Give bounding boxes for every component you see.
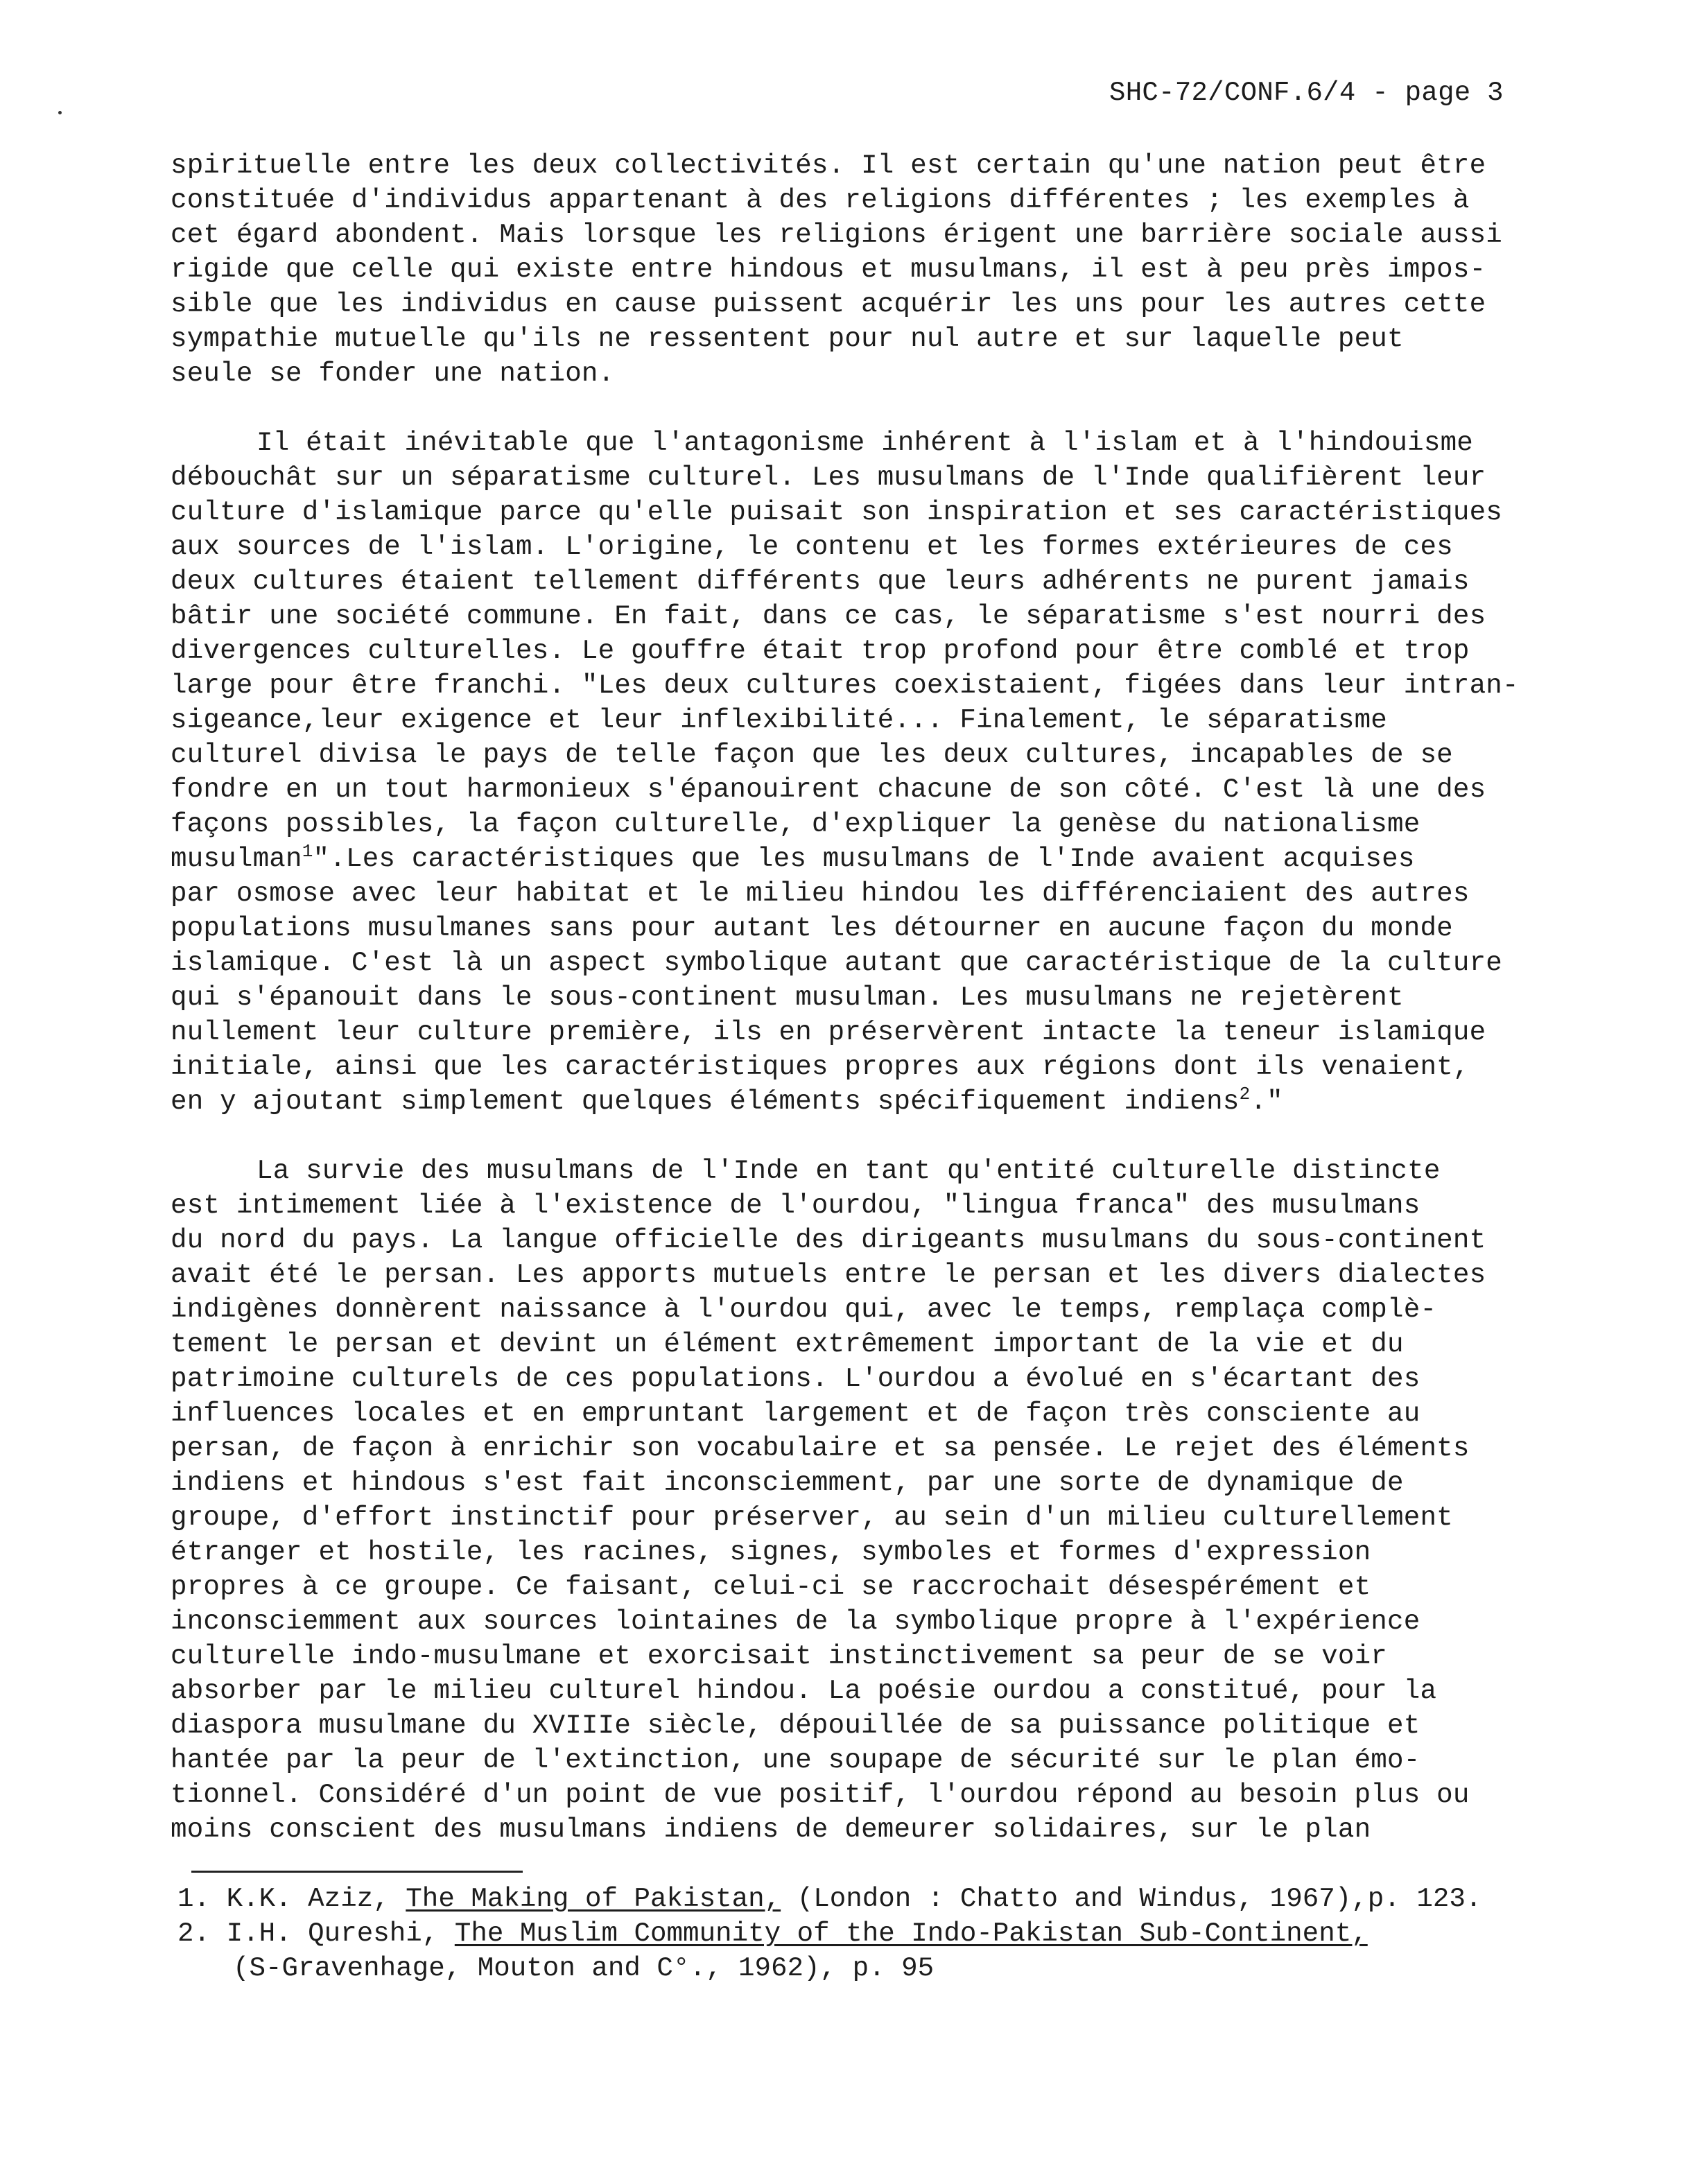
text-line: seule se fonder une nation. (171, 358, 615, 389)
text-line: tionnel. Considéré d'un point de vue positif, l'ourdou répond au besoin plus ou (171, 1779, 1470, 1810)
text-line: cet égard abondent. Mais lorsque les religions érigent une barrière sociale aussi (171, 219, 1503, 250)
text-line: Il était inévitable que l'antagonisme inhérent à l'islam et à l'hindouisme (257, 427, 1474, 458)
text-line: façons possibles, la façon culturelle, d'expliquer la genèse du nationalisme (171, 808, 1420, 840)
text-fragment: musulman (171, 843, 302, 874)
text-line (171, 1084, 1613, 1119)
text-line: bâtir une société commune. En fait, dans ce cas, le séparatisme s'est nourri des (171, 600, 1486, 632)
text-line: étranger et hostile, les racines, signes, symboles et formes d'expression (171, 1536, 1371, 1568)
text-line: deux cultures étaient tellement différents que leurs adhérents ne purent jamais (171, 566, 1470, 597)
text-line: divergences culturelles. Le gouffre était trop profond pour être comblé et trop (171, 635, 1470, 666)
text-line: débouchât sur un séparatisme culturel. Les musulmans de l'Inde qualifièrent leur (171, 462, 1486, 493)
text-line: aux sources de l'islam. L'origine, le contenu et les formes extérieures de ces (171, 531, 1453, 562)
page-header: SHC-72/CONF.6/4 - page 3 (1109, 78, 1504, 108)
text-line: large pour être franchi. "Les deux cultures coexistaient, figées dans leur intran- (171, 670, 1519, 701)
footnotes (177, 1882, 1619, 1986)
footnote-title: The Muslim Community of the Indo-Pakistan Sub-Continent, (454, 1918, 1368, 1949)
text-line: indiens et hindous s'est fait inconsciemment, par une sorte de dynamique de (171, 1467, 1404, 1498)
text-line: est intimement liée à l'existence de l'ourdou, "lingua franca" des musulmans (171, 1190, 1420, 1221)
text-line: spirituelle entre les deux collectivités. Il est certain qu'une nation peut être (171, 150, 1486, 181)
footnote-separator (191, 1871, 523, 1873)
paragraph-3 (171, 1154, 1613, 1847)
paragraph-1 (171, 148, 1613, 391)
text-line: influences locales et en empruntant largement et de façon très consciente au (171, 1398, 1420, 1429)
text-line: du nord du pays. La langue officielle des dirigeants musulmans du sous-continent (171, 1224, 1486, 1256)
footnote-author: K.K. Aziz, (226, 1883, 390, 1914)
text-line: par osmose avec leur habitat et le milieu hindou les différenciaient des autres (171, 878, 1470, 909)
text-line: initiale, ainsi que les caractéristiques propres aux régions dont ils venaient, (171, 1051, 1470, 1082)
footnote-publication: (London : Chatto and Windus, 1967),p. 123. (797, 1883, 1482, 1914)
footnote-number: 1. (177, 1883, 211, 1914)
text-line: qui s'épanouit dans le sous-continent musulman. Les musulmans ne rejetèrent (171, 982, 1404, 1013)
footnote-1 (177, 1882, 1619, 1916)
footnote-ref-2: 2 (1239, 1083, 1251, 1104)
text-line: inconsciemment aux sources lointaines de la symbolique propre à l'expérience (171, 1606, 1420, 1637)
footnote-author: I.H. Qureshi, (226, 1918, 439, 1949)
text-line: sigeance,leur exigence et leur inflexibilité... Finalement, le séparatisme (171, 704, 1388, 736)
text-line: indigènes donnèrent naissance à l'ourdou qui, avec le temps, remplaça complè- (171, 1294, 1437, 1325)
text-line: diaspora musulmane du XVIIIe siècle, dépouillée de sa puissance politique et (171, 1710, 1420, 1741)
text-line: propres à ce groupe. Ce faisant, celui-ci se raccrochait désespérément et (171, 1571, 1371, 1602)
paragraph-2 (171, 426, 1613, 1119)
text-line: La survie des musulmans de l'Inde en tant qu'entité culturelle distincte (257, 1155, 1441, 1186)
footnote-title: The Making of Pakistan, (406, 1883, 781, 1914)
text-line: persan, de façon à enrichir son vocabulaire et sa pensée. Le rejet des éléments (171, 1432, 1470, 1464)
text-line: groupe, d'effort instinctif pour préserver, au sein d'un milieu culturellement (171, 1502, 1453, 1533)
footnote-number: 2. (177, 1918, 211, 1949)
text-line: culturel divisa le pays de telle façon que les deux cultures, incapables de se (171, 739, 1453, 770)
text-line: sympathie mutuelle qu'ils ne ressentent pour nul autre et sur laquelle peut (171, 323, 1404, 354)
text-line: nullement leur culture première, ils en préservèrent intacte la teneur islamique (171, 1016, 1486, 1048)
footnote-2 (177, 1916, 1619, 1951)
text-line: sible que les individus en cause puissent acquérir les uns pour les autres cette (171, 288, 1486, 320)
text-line: avait été le persan. Les apports mutuels entre le persan et les divers dialectes (171, 1259, 1486, 1290)
footnote-ref-1: 1 (302, 840, 313, 862)
text-fragment: ." (1250, 1086, 1283, 1117)
scan-speck (58, 111, 62, 114)
text-line: rigide que celle qui existe entre hindous et musulmans, il est à peu près impos- (171, 254, 1486, 285)
text-line: moins conscient des musulmans indiens de demeurer solidaires, sur le plan (171, 1814, 1371, 1845)
text-line (171, 842, 1613, 876)
text-line: populations musulmanes sans pour autant les détourner en aucune façon du monde (171, 912, 1453, 944)
text-line: islamique. C'est là un aspect symbolique autant que caractéristique de la culture (171, 947, 1503, 978)
text-line: tement le persan et devint un élément extrêmement important de la vie et du (171, 1328, 1404, 1360)
text-line: constituée d'individus appartenant à des religions différentes ; les exemples à (171, 184, 1470, 216)
text-fragment: en y ajoutant simplement quelques éléments spécifiquement indiens (171, 1086, 1240, 1117)
text-line: culture d'islamique parce qu'elle puisait son inspiration et ses caractéristiques (171, 496, 1503, 528)
text-fragment: ".Les caractéristiques que les musulmans de l'Inde avaient acquises (313, 843, 1415, 874)
text-line: fondre en un tout harmonieux s'épanouirent chacune de son côté. C'est là une des (171, 774, 1486, 805)
text-line: hantée par la peur de l'extinction, une soupape de sécurité sur le plan émo- (171, 1744, 1420, 1776)
text-line: absorber par le milieu culturel hindou. La poésie ourdou a constitué, pour la (171, 1675, 1437, 1706)
text-line: patrimoine culturels de ces populations. L'ourdou a évolué en s'écartant des (171, 1363, 1420, 1394)
footnote-2-continuation: (S-Gravenhage, Mouton and C°., 1962), p. 95 (233, 1952, 935, 1984)
text-line: culturelle indo-musulmane et exorcisait instinctivement sa peur de se voir (171, 1640, 1388, 1672)
